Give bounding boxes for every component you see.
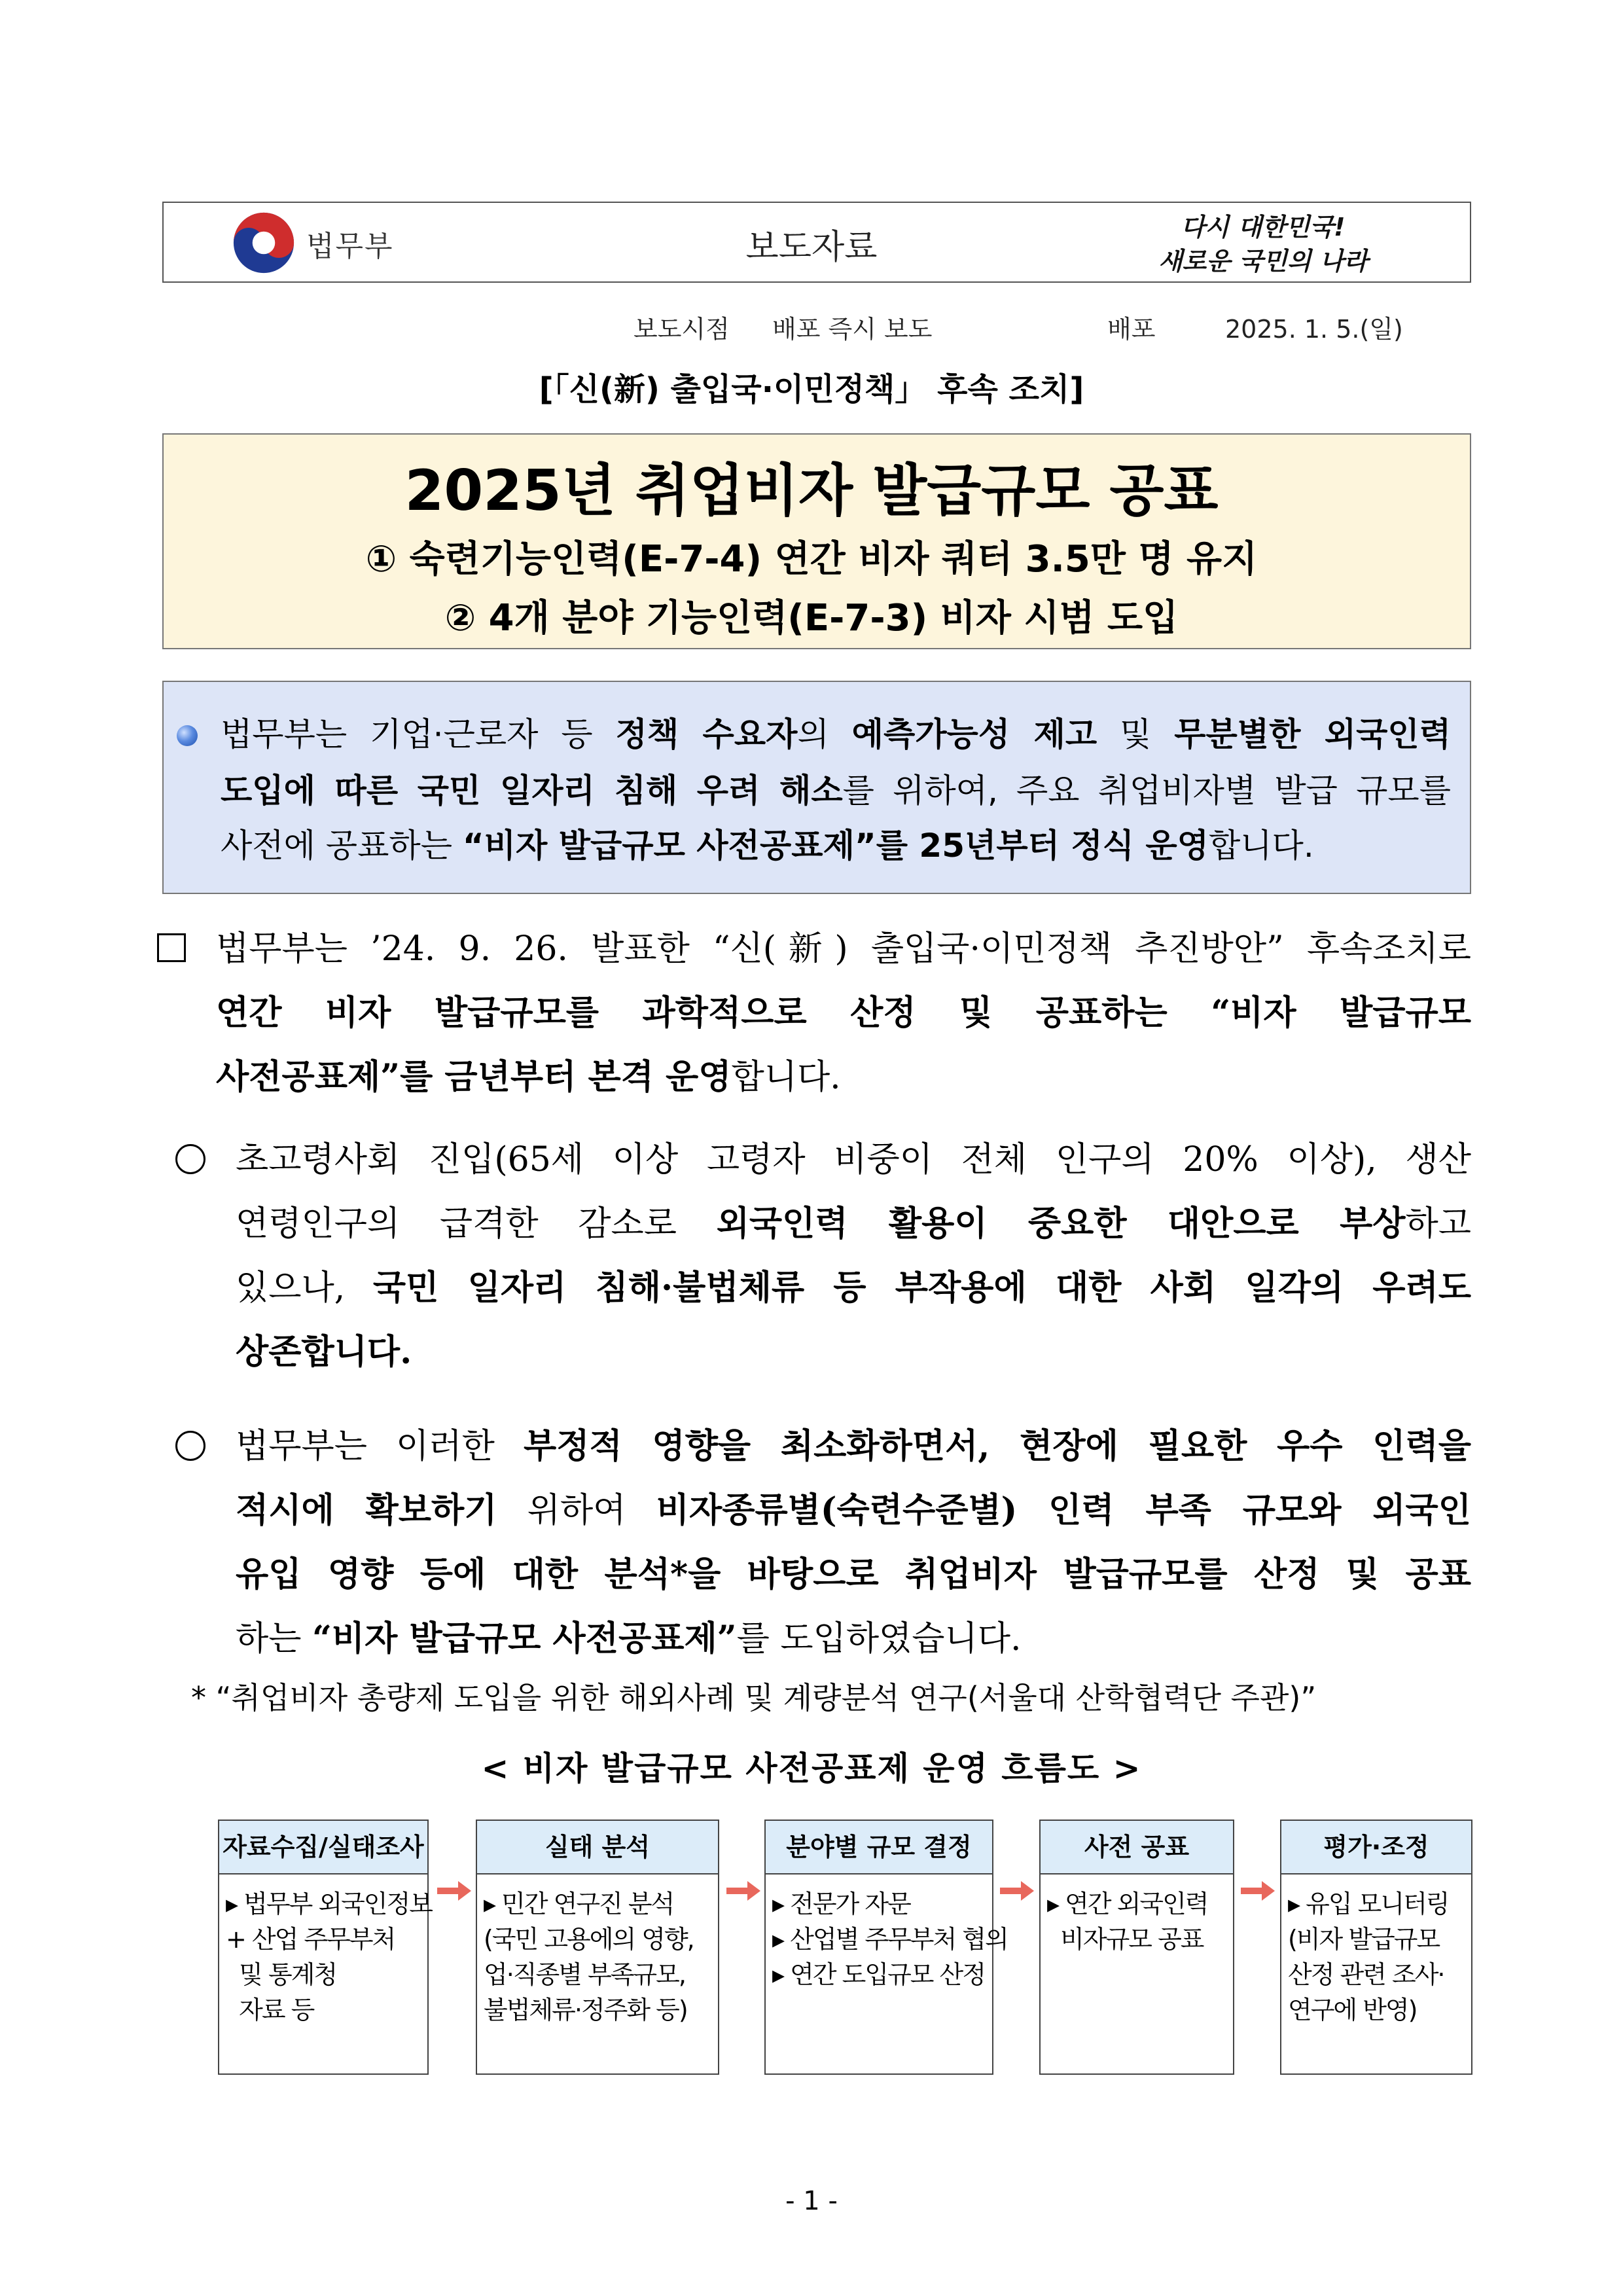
para3-line-2: 적시에 확보하기 위하여 비자종류별(숙련수준별) 인력 부족 규모와 외국인 xyxy=(236,1490,1472,1530)
flow-step-body: ▸ 법무부 외국인정보 + 산업 주무부처 및 통계청 자료 등 xyxy=(226,1890,432,2024)
para2-line-4: 상존합니다. xyxy=(236,1332,412,1372)
sub-heading: [「신(新) 출입국·이민정책」 후속 조치] xyxy=(539,371,1084,408)
slogan-line2: 새로운 국민의 나라 xyxy=(1158,247,1368,276)
para1-line-2: 연간 비자 발급규모를 과학적으로 산정 및 공표하는 “비자 발급규모 xyxy=(216,993,1471,1033)
square-bullet-icon xyxy=(157,933,186,962)
slogan-line1: 다시 대한민국! xyxy=(1181,213,1346,242)
flow-step-3 xyxy=(764,1820,1008,2075)
flow-step-title: 평가·조정 xyxy=(1281,1821,1471,1874)
ministry-name: 법무부 xyxy=(306,230,394,263)
release-date-label: 배포 xyxy=(1107,315,1156,344)
slogan-logo xyxy=(1113,204,1414,280)
flow-arrow-icon xyxy=(436,1880,473,1902)
flow-step-title: 사전 공표 xyxy=(1041,1821,1233,1874)
flow-arrow-icon xyxy=(725,1880,762,1902)
flow-step-5 xyxy=(1280,1820,1472,2075)
release-time-value: 배포 즉시 보도 xyxy=(772,315,933,344)
para3-line-4: 하는 “비자 발급규모 사전공표제”를 도입하였습니다. xyxy=(236,1619,1022,1659)
para1-line-1: 법무부는 ’24. 9. 26. 발표한 “신(新) 출입국·이민정책 추진방안” 후속조치로 xyxy=(216,929,1471,969)
summary-line-1: 법무부는 기업·근로자 등 정책 수요자의 예측가능성 제고 및 무분별한 외국인력 xyxy=(221,715,1451,753)
para1-line-3: 사전공표제”를 금년부터 본격 운영합니다. xyxy=(216,1057,841,1097)
subtitle-2: ② 4개 분야 기능인력(E-7-3) 비자 시범 도입 xyxy=(444,597,1179,639)
flow-arrow-icon xyxy=(1240,1880,1276,1902)
page-number: - 1 - xyxy=(785,2186,838,2216)
blue-dot-bullet-icon xyxy=(177,725,198,746)
flow-step-body: ▸ 전문가 자문 ▸ 산업별 주무부처 협의 ▸ 연간 도입규모 산정 xyxy=(772,1890,1008,1989)
para3-line-3: 유입 영향 등에 대한 분석*을 바탕으로 취업비자 발급규모를 산정 및 공표 xyxy=(236,1554,1471,1594)
release-date-value: 2025. 1. 5.(일) xyxy=(1225,315,1403,344)
flow-step-body: ▸ 민간 연구진 분석 (국민 고용에의 영향, 업·직종별 부족규모, 불법체류·정주화 등) xyxy=(484,1890,694,2024)
main-title: 2025년 취업비자 발급규모 공표 xyxy=(404,458,1219,524)
release-time-label: 보도시점 xyxy=(633,315,730,344)
para2-line-2: 연령인구의 급격한 감소로 외국인력 활용이 중요한 대안으로 부상하고 xyxy=(236,1204,1471,1244)
summary-line-2: 도입에 따른 국민 일자리 침해 우려 해소를 위하여, 주요 취업비자별 발급 규모를 xyxy=(221,772,1451,810)
flow-step-body: ▸ 유입 모니터링 (비자 발급규모 산정 관련 조사· 연구에 반영) xyxy=(1288,1890,1449,2024)
para2-line-1: 초고령사회 진입(65세 이상 고령자 비중이 전체 인구의 20% 이상), 생산 xyxy=(236,1140,1471,1179)
flow-step-title: 자료수집/실태조사 xyxy=(219,1821,427,1874)
subtitle-1: ① 숙련기능인력(E-7-4) 연간 비자 쿼터 3.5만 명 유지 xyxy=(365,538,1258,581)
flow-arrow-icon xyxy=(999,1880,1035,1902)
circle-bullet-icon xyxy=(175,1431,205,1461)
flow-step-2 xyxy=(476,1820,719,2075)
circle-bullet-icon xyxy=(175,1144,205,1174)
flow-step-1 xyxy=(218,1820,432,2075)
footnote: * “취업비자 총량제 도입을 위한 해외사례 및 계량분석 연구(서울대 산학협력단 주관)” xyxy=(191,1680,1317,1715)
flow-step-title: 실태 분석 xyxy=(477,1821,718,1874)
flow-chart-title: < 비자 발급규모 사전공표제 운영 흐름도 > xyxy=(481,1749,1142,1787)
flow-step-title: 분야별 규모 결정 xyxy=(766,1821,992,1874)
summary-line-3: 사전에 공표하는 “비자 발급규모 사전공표제”를 25년부터 정식 운영합니다. xyxy=(221,827,1314,865)
para2-line-3: 있으나, 국민 일자리 침해·불법체류 등 부작용에 대한 사회 일각의 우려도 xyxy=(236,1268,1471,1308)
doc-type-label: 보도자료 xyxy=(745,228,878,267)
flow-step-body: ▸ 연간 외국인력 비자규모 공표 xyxy=(1047,1890,1208,1954)
flow-step-4 xyxy=(1039,1820,1234,2075)
para3-line-1: 법무부는 이러한 부정적 영향을 최소화하면서, 현장에 필요한 우수 인력을 xyxy=(236,1426,1471,1466)
